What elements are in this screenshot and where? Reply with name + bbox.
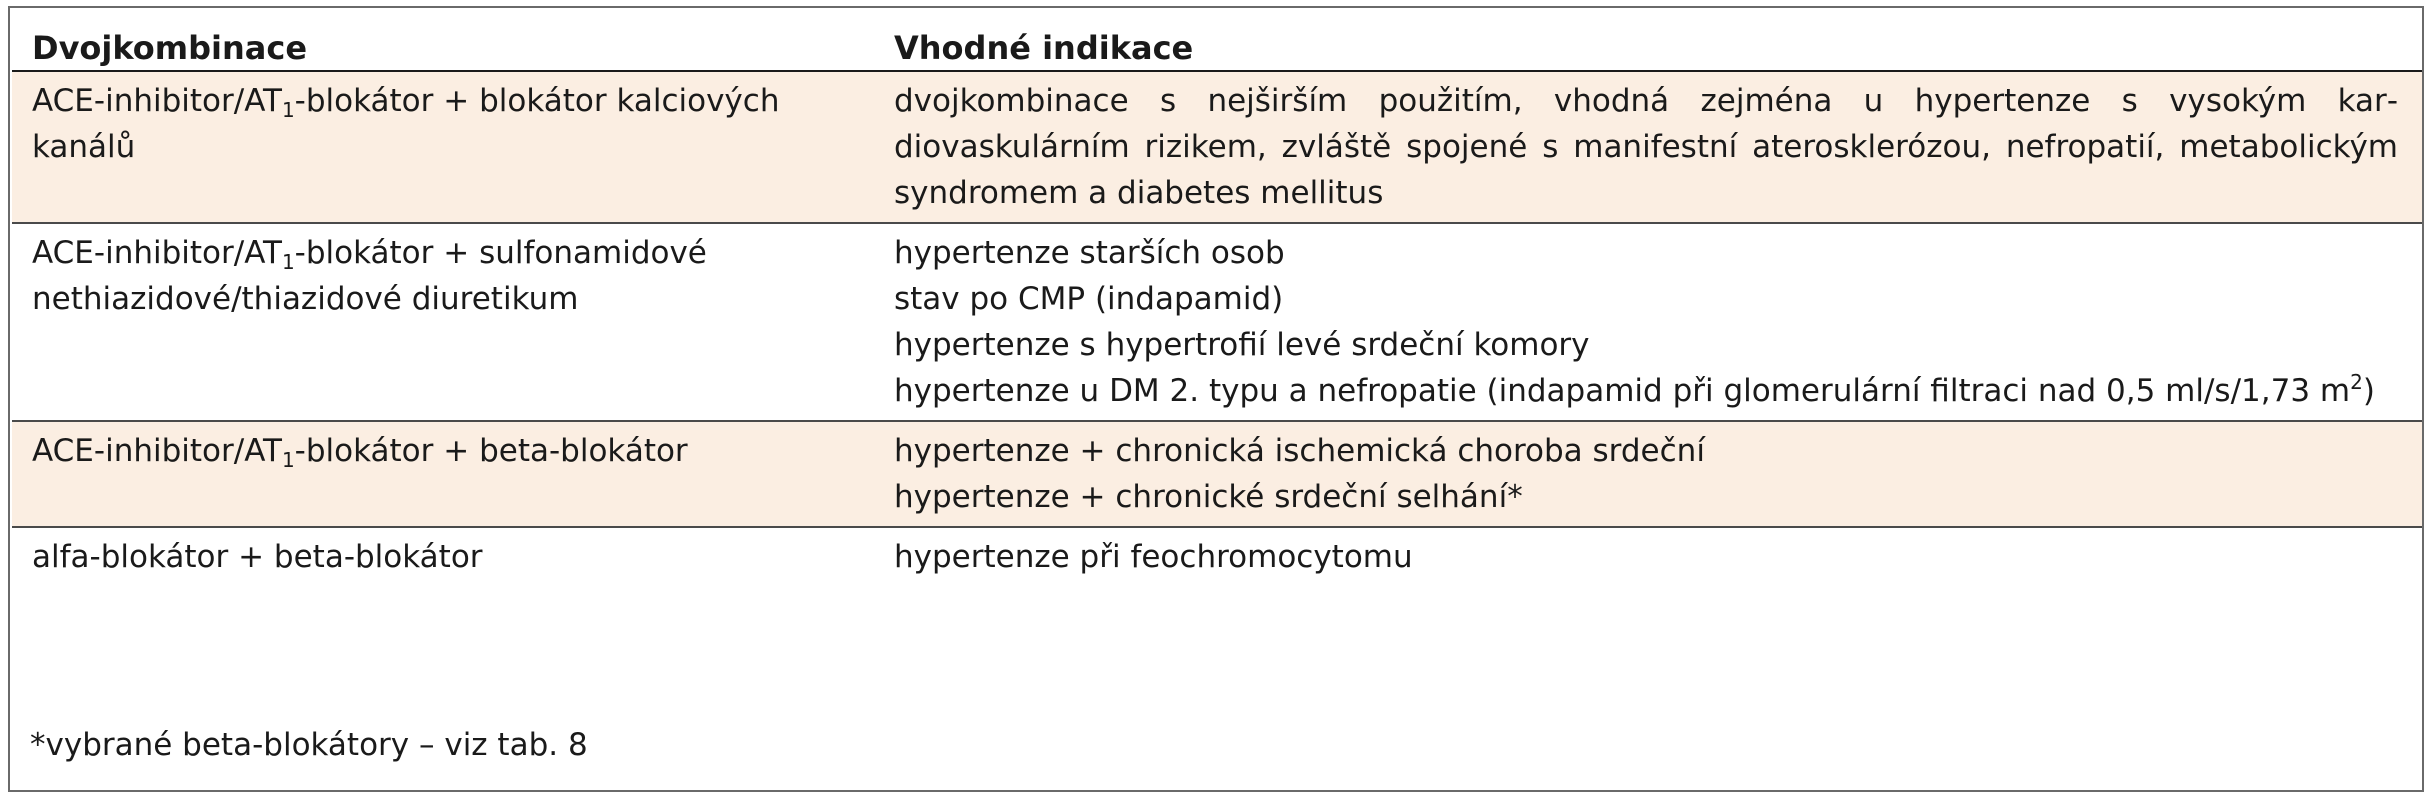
combination-text-a: alfa-blokátor + beta-blokátor bbox=[32, 539, 483, 575]
combination-subscript: 1 bbox=[281, 98, 295, 122]
indication-text: hypertenze s hypertrofií levé srdeční komory bbox=[894, 327, 1590, 363]
table-row bbox=[12, 223, 2422, 421]
combination-text-a: ACE-inhibitor/AT bbox=[32, 235, 282, 271]
combination-text-a: ACE-inhibitor/AT bbox=[32, 433, 282, 469]
combination-text-b: -blokátor + beta-blokátor bbox=[294, 433, 688, 469]
indication-text: hypertenze + chronická ischemická choroba srdeční bbox=[894, 433, 1705, 469]
indications-cell bbox=[894, 223, 2422, 421]
header-indications: Vhodné indikace bbox=[894, 29, 1194, 67]
table-frame bbox=[8, 6, 2424, 792]
indication-text: dvojkombinace s nejširším použitím, vhodná zejména u hypertenze s vysokým kardiovaskulárním rizikem, zvláště spojené s manifestní aterosklerózou, nefropatií, metabolickým syndromem a diabetes mellitus bbox=[894, 83, 2398, 211]
table-row bbox=[12, 421, 2422, 527]
combination-cell bbox=[12, 527, 894, 586]
indication-text: hypertenze při feochromocytomu bbox=[894, 539, 1413, 575]
footnote: *vybrané beta-blokátory – viz tab. 8 bbox=[30, 727, 588, 763]
combination-table bbox=[12, 8, 2422, 586]
table-row bbox=[12, 71, 2422, 223]
combination-text-b: -blokátor + blokátor kalciových kanálů bbox=[32, 83, 780, 165]
indication-text: stav po CMP (indapamid) bbox=[894, 281, 1284, 317]
indications-cell bbox=[894, 71, 2422, 223]
indication-text bbox=[894, 368, 2398, 414]
combination-cell bbox=[12, 421, 894, 527]
table-header-row bbox=[12, 8, 2422, 71]
indications-cell bbox=[894, 421, 2422, 527]
combination-subscript: 1 bbox=[281, 250, 295, 274]
indication-text: hypertenze + chronické srdeční selhání* bbox=[894, 479, 1523, 515]
indications-cell bbox=[894, 527, 2422, 586]
indication-text-main: hypertenze u DM 2. typu a nefropatie (indapamid při glomerulární filtraci nad 0,5 ml/s/1,73 m bbox=[894, 373, 2351, 409]
header-combination: Dvojkombinace bbox=[32, 29, 308, 67]
table-row bbox=[12, 527, 2422, 586]
combination-text-b: -blokátor + sulfonamidové nethiazidové/thiazidové diuretikum bbox=[32, 235, 707, 317]
indication-text: hypertenze starších osob bbox=[894, 235, 1285, 271]
combination-subscript: 1 bbox=[281, 448, 295, 472]
indication-text-end: ) bbox=[2362, 373, 2375, 409]
indication-superscript: 2 bbox=[2350, 370, 2363, 394]
combination-cell bbox=[12, 223, 894, 421]
combination-text-a: ACE-inhibitor/AT bbox=[32, 83, 282, 119]
combination-cell bbox=[12, 71, 894, 223]
